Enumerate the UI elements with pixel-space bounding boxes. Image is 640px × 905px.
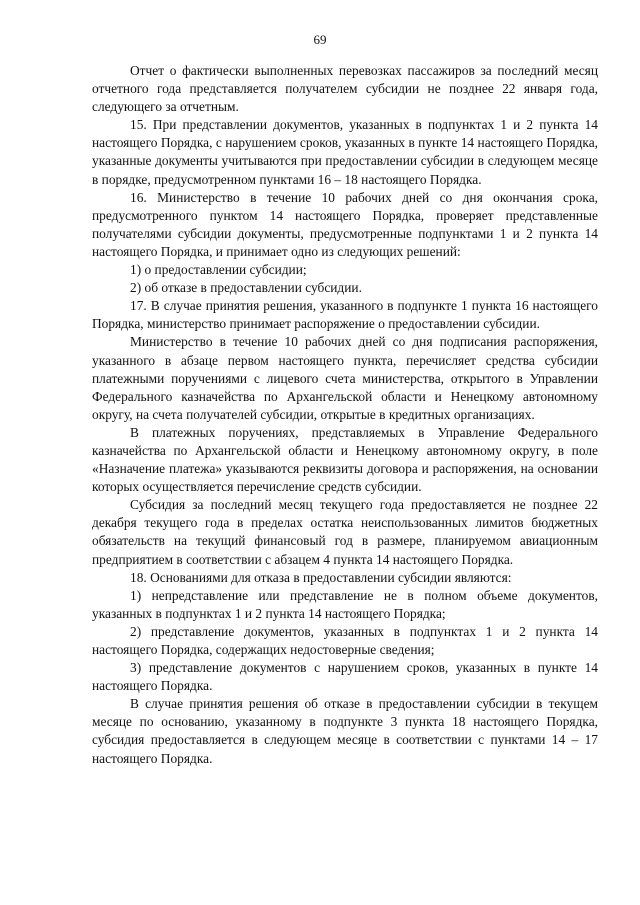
page-number: 69 [313,32,327,47]
paragraph-payment-orders: В платежных поручениях, представляемых в Управление Федерального казначейства по Архангельской области и Ненецкому автономному округу, в поле «Назначение платежа» указываются реквизиты договора и распоряжения, на основании которых осуществляется перечисление средств субсидии. [92,424,598,495]
list-item-refusal-3: 3) представление документов с нарушением сроков, указанных в пункте 14 настоящего Порядка. [92,660,598,694]
list-item-refusal-1: 1) непредставление или представление не в полном объеме документов, указанных в подпунктах 1 и 2 пункта 14 настоящего Порядка; [92,587,598,621]
paragraph-report-deadline: Отчет о фактически выполненных перевозках пассажиров за последний месяц отчетного года представляется получателем субсидии не позднее 22 января года, следующего за отчетным. [92,63,598,115]
paragraph-transfer-funds: Министерство в течение 10 рабочих дней со дня подписания распоряжения, указанного в абзаце первом настоящего пункта, перечисляет средства субсидии платежными поручениями с лицевого счета министерства, открытого в Управлении Федерального казначейства по Архангельской области и Ненецкому автономному округу, на счета получателей субсидии, открытые в кредитных организациях. [92,334,598,422]
list-item-decision-grant: 1) о предоставлении субсидии; [130,262,307,278]
document-body [92,62,598,768]
paragraph-clause-15: 15. При представлении документов, указанных в подпунктах 1 и 2 пункта 14 настоящего Порядка, с нарушением сроков, указанных в пункте 14 настоящего Порядка, указанные документы учитываются при предоставлении субсидии в следующем месяце в порядке, предусмотренном пунктами 16 – 18 настоящего Порядка. [92,117,598,187]
paragraph-next-month-grant: В случае принятия решения об отказе в предоставлении субсидии в текущем месяце по основанию, указанному в подпункте 3 пункта 18 настоящего Порядка, субсидия предоставляется в следующем месяце в соответствии с пунктами 14 – 17 настоящего Порядка. [92,696,598,766]
paragraph-clause-17: 17. В случае принятия решения, указанного в подпункте 1 пункта 16 настоящего Порядка, министерство принимает распоряжение о предоставлении субсидии. [92,298,598,332]
paragraph-clause-16: 16. Министерство в течение 10 рабочих дней со дня окончания срока, предусмотренного пунктом 14 настоящего Порядка, проверяет представленные получателями субсидии документы, предусмотренные подпунктами 1 и 2 пункта 14 настоящего Порядка, и принимает одно из следующих решений: [92,189,598,259]
paragraph-december-subsidy: Субсидия за последний месяц текущего года предоставляется не позднее 22 декабря текущего года в пределах остатка неиспользованных лимитов бюджетных обязательств на текущий финансовый год в размере, планируемом авиационным предприятием в соответствии с абзацем 4 пункта 14 настоящего Порядка. [92,497,598,567]
list-item-refusal-2: 2) представление документов, указанных в подпунктах 1 и 2 пункта 14 настоящего Порядка, содержащих недостоверные сведения; [92,623,598,657]
list-item-decision-refuse: 2) об отказе в предоставлении субсидии. [130,280,362,296]
paragraph-clause-18: 18. Основаниями для отказа в предоставлении субсидии являются: [130,569,512,585]
